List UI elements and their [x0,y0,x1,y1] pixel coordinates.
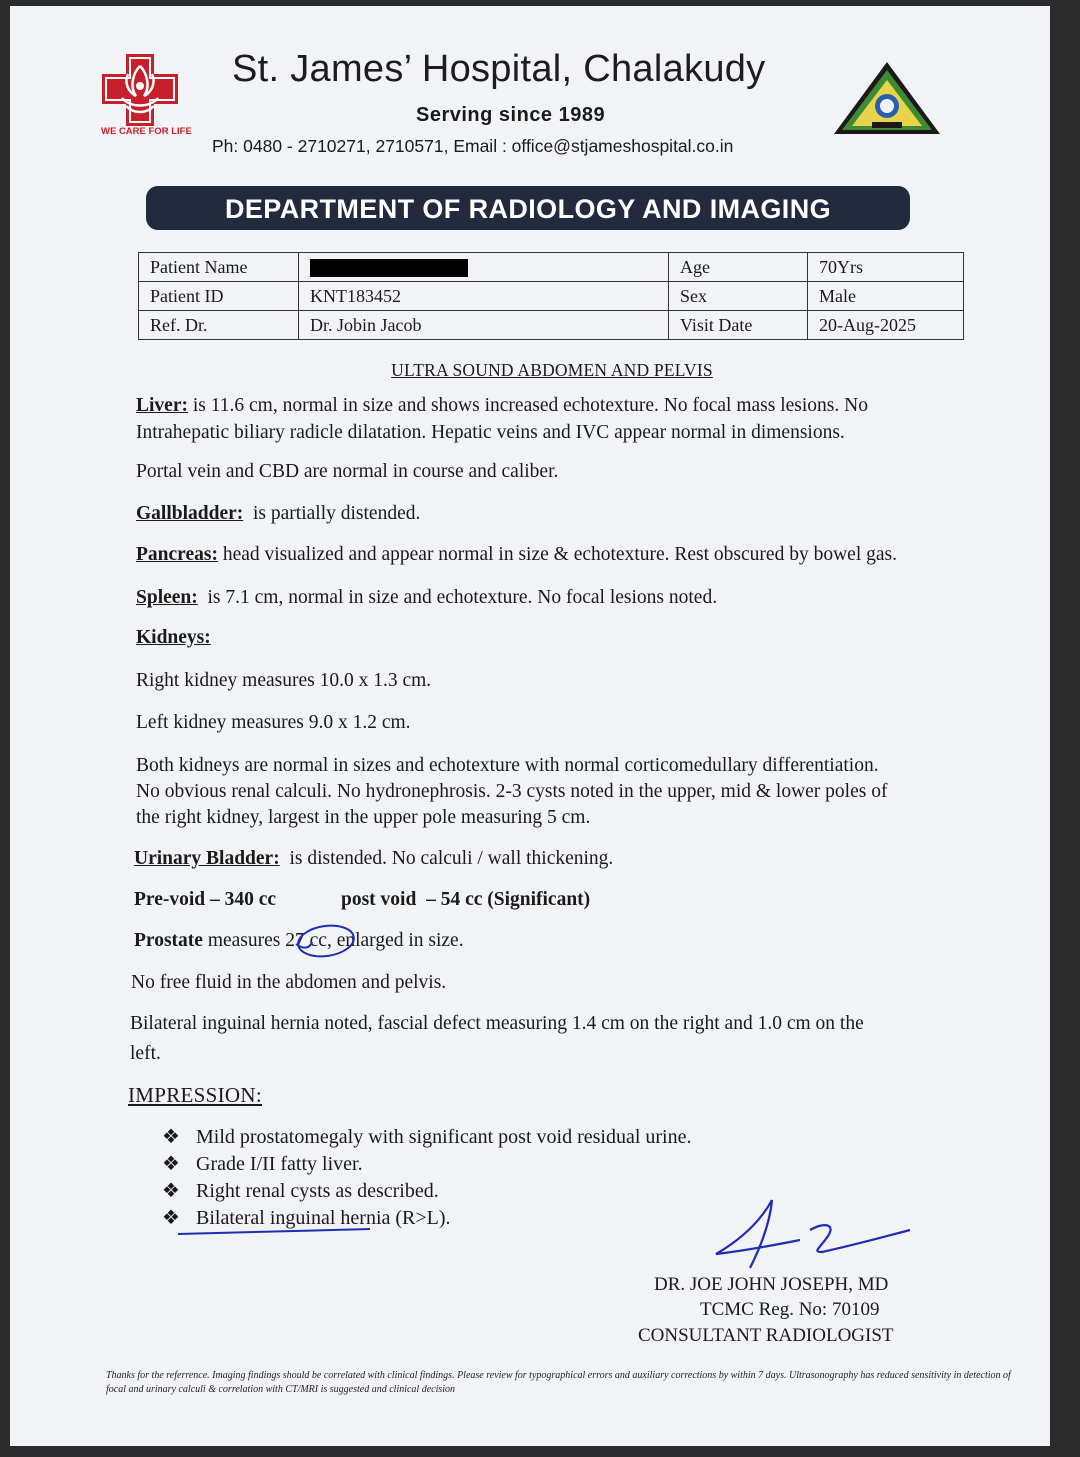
impression-heading: IMPRESSION: [128,1083,262,1107]
ink-circle-annotation [290,918,362,964]
patient-id-value: KNT183452 [299,282,669,311]
pancreas-finding [136,541,897,568]
patient-info-table [138,252,964,340]
bladder-label: Urinary Bladder: [134,848,280,869]
kidneys-finding: Both kidneys are normal in sizes and echotexture with normal corticomedullary differentiation. [136,755,879,776]
signatory-title: CONSULTANT RADIOLOGIST [638,1325,894,1346]
liver-finding [136,392,868,419]
redaction-box [310,259,468,277]
table-row [139,282,964,311]
kidneys-finding-cont: the right kidney, largest in the upper pole measuring 5 cm. [136,807,591,828]
patient-name-value [299,253,669,282]
impression-text: Bilateral inguinal hernia (R>L). [196,1207,451,1229]
gallbladder-finding [136,500,420,527]
ref-doctor-label: Ref. Dr. [139,311,299,340]
prevoid-volume: Pre-void – 340 cc [134,889,277,910]
bullet-icon: ❖ [162,1153,180,1175]
impression-text: Mild prostatomegaly with significant post void residual urine. [196,1126,692,1148]
gallbladder-label: Gallbladder: [136,503,244,524]
bladder-finding [134,845,613,872]
signatory-name: DR. JOE JOHN JOSEPH, MD [654,1274,889,1295]
portal-finding: Portal vein and CBD are normal in course and caliber. [136,461,559,482]
bladder-text: is distended. No calculi / wall thickening. [279,848,614,869]
spleen-finding [136,584,717,611]
bullet-icon: ❖ [162,1126,180,1148]
prostate-text: measures [202,930,286,951]
kidneys-label: Kidneys: [136,627,211,648]
liver-text: is 11.6 cm, normal in size and shows increased echotexture. No focal mass lesions. No [187,395,868,416]
impression-text: Grade I/II fatty liver. [196,1153,363,1175]
right-kidney-finding: Right kidney measures 10.0 x 1.3 cm. [136,670,432,691]
hernia-finding: Bilateral inguinal hernia noted, fascial defect measuring 1.4 cm on the right and 1.0 cm on the [130,1013,864,1034]
age-value: 70Yrs [808,253,964,282]
hernia-finding-cont: left. [130,1043,161,1064]
list-item [162,1178,691,1205]
gallbladder-text: is partially distended. [243,503,421,524]
footer-disclaimer: Thanks for the referrence. Imaging findings should be correlated with clinical findings. Please review for typographical errors and auxiliary corrections by within 7 days. Ultrasonography has reduced sensitivity in detection of focal and urinary calculi & correlation with CT/MRI is suggested and clinical decision [106,1370,1011,1395]
patient-id-label: Patient ID [139,282,299,311]
sex-value: Male [808,282,964,311]
visit-date-value: 20-Aug-2025 [808,311,964,340]
pancreas-label: Pancreas: [136,544,218,565]
spleen-text: is 7.1 cm, normal in size and echotexture. No focal lesions noted. [197,587,718,608]
left-kidney-finding: Left kidney measures 9.0 x 1.2 cm. [136,712,411,733]
impression-text: Right renal cysts as described. [196,1180,439,1202]
red-cross-logo-icon [100,52,180,128]
list-item [162,1151,691,1178]
patient-name-label: Patient Name [139,253,299,282]
report-title: ULTRA SOUND ABDOMEN AND PELVIS [391,360,713,380]
ref-doctor-value: Dr. Jobin Jacob [299,311,669,340]
contact-info: Ph: 0480 - 2710271, 2710571, Email : office@stjameshospital.co.in [212,136,734,156]
department-banner: DEPARTMENT OF RADIOLOGY AND IMAGING [146,186,910,230]
prostate-volume: 27 cc [285,930,327,951]
impression-list [162,1124,691,1232]
liver-finding-cont: Intrahepatic biliary radicle dilatation. Hepatic veins and IVC appear normal in dimensions. [136,422,845,443]
visit-date-label: Visit Date [669,311,808,340]
table-row [139,253,964,282]
sex-label: Sex [669,282,808,311]
prostate-label: Prostate [134,930,203,951]
free-fluid-finding: No free fluid in the abdomen and pelvis. [131,972,447,993]
triangle-emblem-icon [832,60,942,136]
kidneys-heading [136,624,211,651]
hospital-name: St. James’ Hospital, Chalakudy [232,48,766,90]
ink-underline-annotation [176,1226,372,1238]
signatory-registration: TCMC Reg. No: 70109 [700,1299,880,1320]
postvoid-volume: post void – 54 cc (Significant) [341,889,591,910]
pancreas-text: head visualized and appear normal in size & echotexture. Rest obscured by bowel gas. [217,544,897,565]
age-label: Age [669,253,808,282]
logo-tagline: WE CARE FOR LIFE [101,126,192,137]
bullet-icon: ❖ [162,1180,180,1202]
list-item [162,1124,691,1151]
spleen-label: Spleen: [136,587,198,608]
liver-label: Liver: [136,395,188,416]
bullet-icon: ❖ [162,1207,180,1229]
kidneys-finding-cont: No obvious renal calculi. No hydronephrosis. 2-3 cysts noted in the upper, mid & lower poles of [136,781,888,802]
prostate-text: , enlarged in size. [326,930,464,951]
serving-since: Serving since 1989 [416,104,606,126]
table-row [139,311,964,340]
